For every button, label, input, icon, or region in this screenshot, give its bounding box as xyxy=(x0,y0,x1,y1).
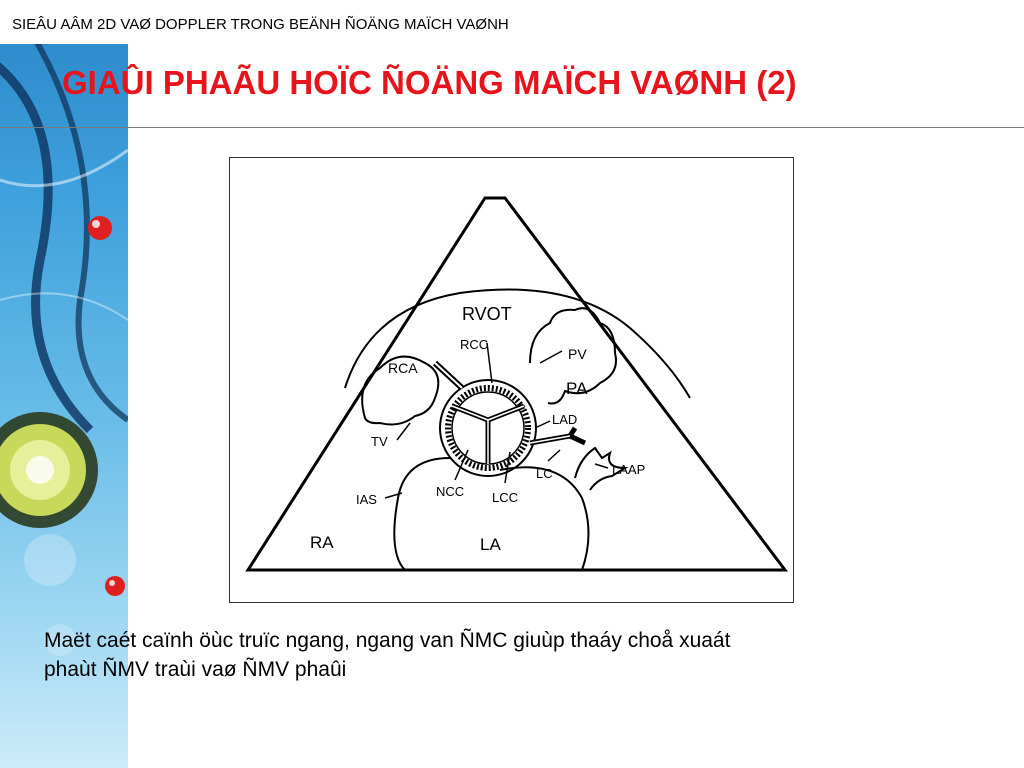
label-rvot: RVOT xyxy=(462,304,512,324)
left-atrium-wall xyxy=(500,467,589,570)
label-tv: TV xyxy=(371,434,388,449)
figure-caption xyxy=(44,626,1004,684)
label-pa: PA xyxy=(566,379,588,398)
label-ias: IAS xyxy=(356,492,377,507)
anatomy-figure xyxy=(229,157,794,603)
title-divider xyxy=(0,127,1024,128)
caption-line-1: Maët caét caïnh öùc truïc ngang, ngang van ÑMC giuùp thaáy choå xuaát xyxy=(44,629,731,652)
label-la: LA xyxy=(480,535,501,554)
label-pv: PV xyxy=(568,346,587,362)
page-title: GIAÛI PHAÃU HOÏC ÑOÄNG MAÏCH VAØNH (2) xyxy=(62,64,797,101)
label-lcc: LCC xyxy=(492,490,519,505)
label-lc: LC xyxy=(536,466,553,481)
triangle-outline xyxy=(248,198,785,570)
label-rcc: RCC xyxy=(460,337,489,352)
rvot-outline xyxy=(345,290,690,398)
header-text: SIEÂU AÂM 2D VAØ DOPPLER TRONG BEÄNH ÑOÄNG MAÏCH VAØNH xyxy=(12,16,509,33)
anatomy-diagram xyxy=(230,158,793,602)
label-rca: RCA xyxy=(388,360,418,376)
ias-wall xyxy=(394,458,450,570)
lad-lc-vessels xyxy=(530,428,585,443)
label-laap: LAAP xyxy=(612,462,646,477)
caption-line-2: phaùt ÑMV traùi vaø ÑMV phaûi xyxy=(44,658,347,681)
label-lad: LAD xyxy=(552,412,578,427)
header-bar xyxy=(0,0,1024,44)
label-ra: RA xyxy=(310,533,334,552)
label-ncc: NCC xyxy=(436,484,465,499)
